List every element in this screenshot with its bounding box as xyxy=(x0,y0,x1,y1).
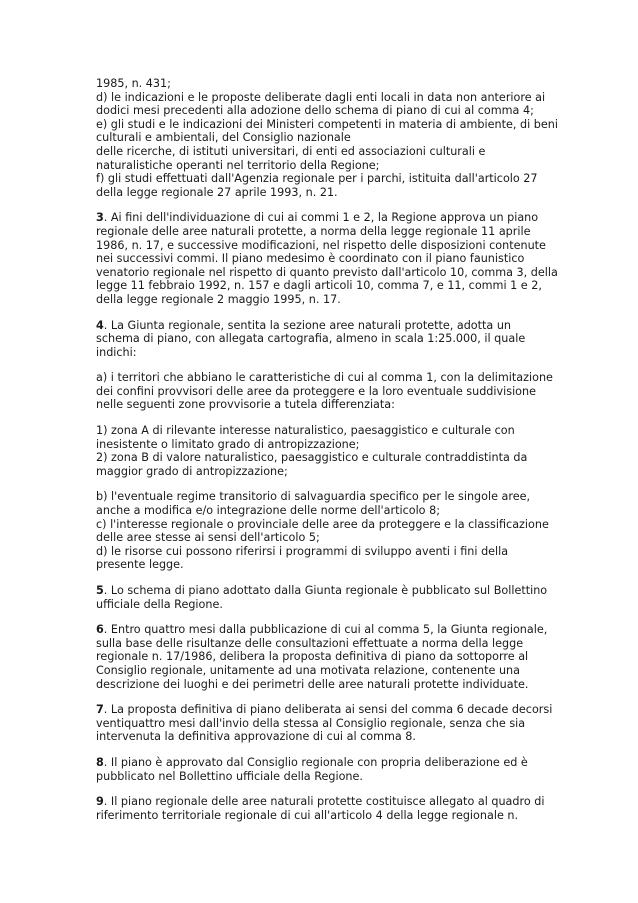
text-line: inesistente o limitato grado di antropizzazione; xyxy=(96,437,360,451)
text-line: venatorio regionale nel rispetto di quanto previsto dall'articolo 10, comma 3, della xyxy=(96,265,558,279)
text-line: riferimento territoriale regionale di cui all'articolo 4 della legge regionale n. xyxy=(96,808,519,822)
document-page xyxy=(96,77,558,834)
comma-number: 5 xyxy=(96,584,104,597)
comma-4-bcd-paragraph xyxy=(96,490,558,572)
text-line: d) le risorse cui possono riferirsi i programmi di sviluppo aventi i fini della xyxy=(96,544,509,558)
comma-4-paragraph xyxy=(96,319,558,360)
comma-number: 4 xyxy=(96,318,104,332)
text-line xyxy=(96,756,558,770)
text-line xyxy=(96,319,558,333)
comma-4-zones-paragraph xyxy=(96,424,558,478)
text-line xyxy=(96,211,558,225)
text-line: a) i territori che abbiano le caratteristiche di cui al comma 1, con la delimitazione xyxy=(96,371,553,385)
text-line: regionale delle aree naturali protette, a norma della legge regionale 11 aprile xyxy=(96,224,531,238)
comma-9-paragraph xyxy=(96,795,558,822)
comma-number: 3 xyxy=(96,211,104,225)
comma-number: 8 xyxy=(96,755,104,769)
text-line: delle aree stesse ai sensi dell'articolo 5; xyxy=(96,531,320,545)
text-line: nelle seguenti zone provvisorie a tutela differenziata: xyxy=(96,398,395,412)
text-line-rest: . Entro quattro mesi dalla pubblicazione di cui al comma 5, la Giunta regionale, xyxy=(103,623,548,637)
text-line: legge 11 febbraio 1992, n. 157 e dagli articoli 10, comma 7, e 11, commi 1 e 2, xyxy=(96,279,542,293)
text-line: ufficiale della Regione. xyxy=(96,597,223,611)
text-line: dodici mesi precedenti alla adozione dello schema di piano di cui al comma 4; xyxy=(96,104,534,118)
text-line: nei successivi commi. Il piano medesimo è coordinato con il piano faunistico xyxy=(96,252,525,266)
text-line: della legge regionale 2 maggio 1995, n. 17. xyxy=(96,292,341,306)
comma-7-paragraph xyxy=(96,703,558,744)
comma-4-a-paragraph xyxy=(96,371,558,412)
text-line: descrizione dei luoghi e dei perimetri delle aree naturali protette individuate. xyxy=(96,677,529,691)
text-line: regionale n. 17/1986, delibera la proposta definitiva di piano da sottoporre al xyxy=(96,650,529,664)
text-line xyxy=(96,584,558,598)
text-line xyxy=(96,623,558,637)
text-line: pubblicato nel Bollettino ufficiale della Regione. xyxy=(96,769,363,783)
comma-8-paragraph xyxy=(96,756,558,783)
text-line: anche a modifica e/o integrazione delle norme dell'articolo 8; xyxy=(96,504,440,518)
text-line: indichi: xyxy=(96,345,137,359)
text-line: 1986, n. 17, e successive modificazioni, nel rispetto delle disposizioni contenute xyxy=(96,238,546,252)
text-line: della legge regionale 27 aprile 1993, n. 21. xyxy=(96,185,338,199)
text-line: 1) zona A di rilevante interesse naturalistico, paesaggistico e culturale con xyxy=(96,424,515,438)
comma-number: 6 xyxy=(96,623,104,637)
text-line: ventiquattro mesi dall'invio della stessa al Consiglio regionale, senza che sia xyxy=(96,716,526,730)
text-line: presente legge. xyxy=(96,558,184,572)
comma-5-paragraph xyxy=(96,584,558,611)
text-line-rest: . Ai fini dell'individuazione di cui ai commi 1 e 2, la Regione approva un piano xyxy=(103,211,539,225)
text-line: 2) zona B di valore naturalistico, paesaggistico e culturale contraddistinta da xyxy=(96,451,528,465)
text-line: b) l'eventuale regime transitorio di salvaguardia specifico per le singole aree, xyxy=(96,490,531,504)
text-line: e) gli studi e le indicazioni dei Ministeri competenti in materia di ambiente, di beni xyxy=(96,117,558,131)
text-line: c) l'interesse regionale o provinciale delle aree da proteggere e la classificazione xyxy=(96,517,549,531)
text-line-rest: . Il piano regionale delle aree naturali protette costituisce allegato al quadro di xyxy=(103,795,545,809)
text-line: sulla base delle risultanze delle consultazioni effettuate a norma della legge xyxy=(96,636,524,650)
intro-list-paragraph xyxy=(96,77,558,199)
text-line: maggior grado di antropizzazione; xyxy=(96,464,288,478)
text-line-rest: . La proposta definitiva di piano deliberata ai sensi del comma 6 decade decorsi xyxy=(103,703,553,717)
text-line: d) le indicazioni e le proposte deliberate dagli enti locali in data non anteriore ai xyxy=(96,90,546,104)
text-line xyxy=(96,795,558,809)
comma-6-paragraph xyxy=(96,623,558,691)
text-line: schema di piano, con allegata cartografia, almeno in scala 1:25.000, il quale xyxy=(96,332,526,346)
text-line: culturali e ambientali, del Consiglio nazionale xyxy=(96,131,351,145)
text-line: dei confini provvisori delle aree da proteggere e la loro eventuale suddivisione xyxy=(96,384,536,398)
text-line: delle ricerche, di istituti universitari, di enti ed associazioni culturali e xyxy=(96,144,486,158)
text-line xyxy=(96,703,558,717)
comma-3-paragraph xyxy=(96,211,558,306)
text-line-rest: . Il piano è approvato dal Consiglio regionale con propria deliberazione ed è xyxy=(103,755,528,769)
text-line-rest: . Lo schema di piano adottato dalla Giunta regionale è pubblicato sul Bollettino xyxy=(103,584,548,597)
text-line: naturalistiche operanti nel territorio della Regione; xyxy=(96,158,380,172)
comma-number: 9 xyxy=(96,795,104,809)
text-line: 1985, n. 431; xyxy=(96,77,171,90)
text-line: Consiglio regionale, unitamente ad una motivata relazione, contenente una xyxy=(96,663,520,677)
text-line: intervenuta la definitiva approvazione di cui al comma 8. xyxy=(96,730,416,744)
comma-number: 7 xyxy=(96,703,104,717)
text-line-rest: . La Giunta regionale, sentita la sezione aree naturali protette, adotta un xyxy=(103,318,512,332)
text-line: f) gli studi effettuati dall'Agenzia regionale per i parchi, istituita dall'articolo 27 xyxy=(96,172,538,186)
